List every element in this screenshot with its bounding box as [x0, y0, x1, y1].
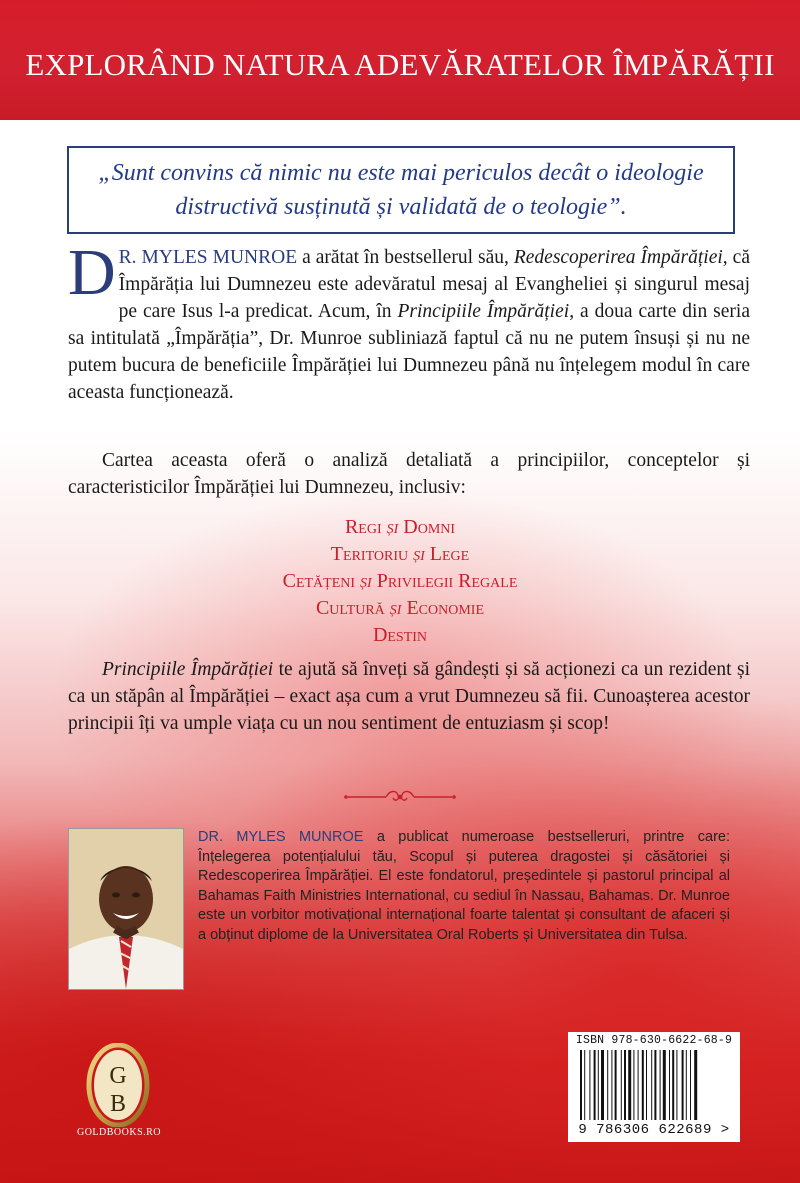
closing-paragraph: [68, 656, 750, 737]
drop-cap: D: [68, 236, 116, 309]
author-bio: [198, 828, 730, 945]
quote-text: „Sunt convins că nimic nu este mai periculos decât o ideologie distructivă susținută și validată de o teologie”.: [98, 160, 704, 220]
intro-text-1: a arătat în bestsellerul său,: [297, 247, 514, 268]
list-item: Cultură și Economie: [315, 597, 485, 619]
quote-box: [67, 146, 735, 234]
intro-text-3: , a doua carte din seria sa intitulată „Împărăția”, Dr. Munroe subliniază faptul că nu ne putem însuși și nu ne putem bucura de beneficiile Împărăției lui Dumnezeu până nu înțelegem modul în care aceasta funcționează.: [68, 301, 750, 403]
isbn-barcode: [568, 1032, 740, 1142]
list-item: Destin: [372, 624, 428, 646]
topics-list: [0, 514, 800, 649]
author-name: R. MYLES MUNROE: [118, 247, 298, 268]
list-item: Regi și Domni: [344, 516, 456, 538]
intro-text-2: că Împărăția lui Dumnezeu este adevăratul mesaj al Evangheliei și singurul mesaj pe care Isus l-a predicat. Acum, în: [118, 247, 750, 322]
author-photo: [68, 828, 184, 990]
intro-paragraph: [68, 236, 750, 406]
ornament-divider-icon: [340, 786, 460, 808]
isbn-label: ISBN 978-630-6622-68-9: [575, 1034, 733, 1047]
barcode-digits: 9 786306 622689 >: [578, 1122, 730, 1138]
book-title-3: Principiile Împărăției: [102, 659, 274, 680]
list-item: Teritoriu și Lege: [330, 543, 470, 565]
logo-letter-top: G: [109, 1063, 127, 1089]
publisher-caption: GOLDBOOKS.RO: [76, 1127, 162, 1138]
goldbooks-logo-icon: [86, 1043, 150, 1127]
bio-text: a publicat numeroase bestselleruri, printre care: Înțelegerea potențialului tău, Scopul și puterea dragostei și căsătoriei și Redescoperirea Împărăției. El este fondatorul, președintele și pastorul principal al Bahamas Faith Ministries International, cu sediul în Nassau, Bahamas. Dr. Munroe este un vorbitor motivațional internațional foarte talentat și consultant de afaceri și a obținut diplome de la Universitatea Oral Roberts și Universitatea din Tulsa.: [198, 829, 730, 943]
list-item: Cetățeni și Privilegii Regale: [282, 570, 518, 592]
title-band: [0, 0, 800, 120]
logo-letter-bottom: B: [109, 1091, 127, 1117]
book-title-2: Principiile Împărăției: [397, 301, 570, 322]
closing-text: te ajută să înveți să gândești și să acționezi ca un rezident și ca un stăpân al Împărăției – exact așa cum a vrut Dumnezeu să fii. Cunoașterea acestor principii îți va umple viața cu un nou sentiment de entuziasm și scop!: [68, 659, 750, 734]
list-intro-paragraph: Cartea aceasta oferă o analiză detaliată a principiilor, conceptelor și caracteristicilor Împărăției lui Dumnezeu, inclusiv:: [68, 450, 750, 498]
cover-title: EXPLORÂND NATURA ADEVĂRATELOR ÎMPĂRĂȚII: [25, 47, 775, 82]
book-title-1: Redescoperirea Împărăției,: [513, 247, 728, 268]
bio-author-name: DR. MYLES MUNROE: [198, 829, 364, 845]
